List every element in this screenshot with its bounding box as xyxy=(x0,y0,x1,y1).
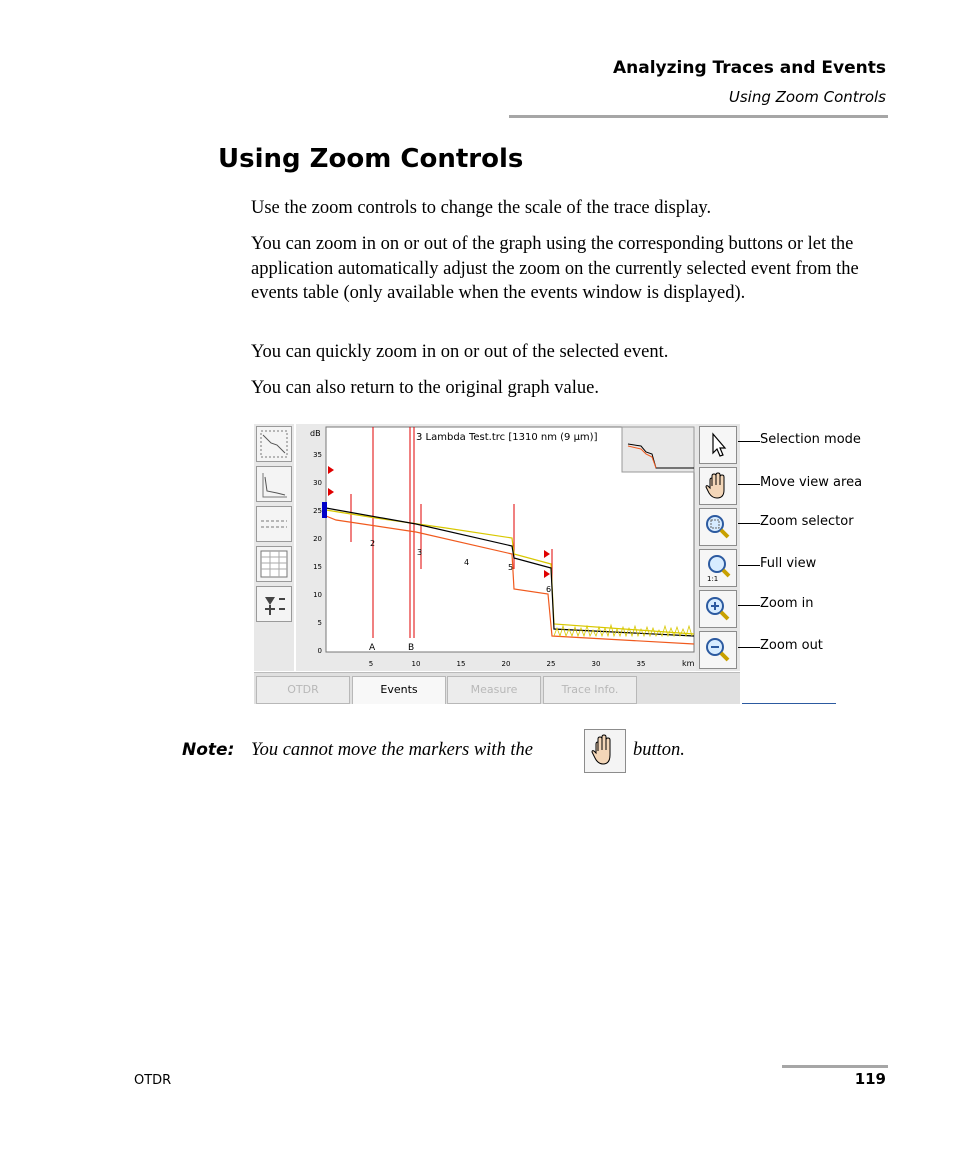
footer-product: OTDR xyxy=(134,1073,172,1088)
callout-zoom-out: Zoom out xyxy=(760,638,823,653)
fiber-link-button[interactable] xyxy=(256,586,292,622)
launch-marker xyxy=(322,502,327,518)
zoom-in-icon xyxy=(700,591,736,627)
footer-rule xyxy=(782,1065,888,1068)
graph-view-icon xyxy=(257,427,291,461)
note-text-after: button. xyxy=(633,740,685,760)
x-tick-label: 10 xyxy=(411,660,421,668)
events-view-icon xyxy=(257,507,291,541)
full-view-badge: 1:1 xyxy=(707,575,719,583)
selection-mode-button[interactable] xyxy=(699,426,737,464)
otdr-screenshot xyxy=(254,424,740,704)
event-label-6: 6 xyxy=(546,585,552,594)
graph-view-button[interactable] xyxy=(256,426,292,462)
event-label-4: 4 xyxy=(464,558,470,567)
y-tick-label: 30 xyxy=(313,479,322,487)
y-tick-label: 25 xyxy=(313,507,322,515)
y-tick-label: 10 xyxy=(313,591,322,599)
trace-graph-svg xyxy=(296,424,696,671)
tab-measure[interactable]: Measure xyxy=(447,676,541,704)
y-tick-label: 15 xyxy=(313,563,322,571)
x-tick-label: 20 xyxy=(501,660,511,668)
figure-underline xyxy=(742,703,836,704)
marker-b-label: B xyxy=(408,643,415,653)
x-tick-label: 30 xyxy=(591,660,601,668)
x-tick-label: 25 xyxy=(546,660,556,668)
running-header-chapter: Analyzing Traces and Events xyxy=(612,58,886,78)
table-view-button[interactable] xyxy=(256,546,292,582)
full-view-button[interactable] xyxy=(699,549,737,587)
note-text: You cannot move the markers with the xyxy=(251,740,533,760)
y-tick-label: 0 xyxy=(317,647,322,655)
paragraph-2: You can zoom in on or out of the graph using the corresponding buttons or let the application automatically adjust the zoom on the currently selected event from the events table (only available when the events window is displayed). xyxy=(251,234,859,303)
y-tick-label: 5 xyxy=(317,619,322,627)
y-axis xyxy=(313,451,322,655)
trace-view-button[interactable] xyxy=(256,466,292,502)
graph-title: 3 Lambda Test.trc [1310 nm (9 µm)] xyxy=(416,432,598,443)
x-tick-label: 5 xyxy=(368,660,374,668)
overview-thumbnail xyxy=(622,427,694,472)
event-label-5: 5 xyxy=(508,563,514,572)
paragraph-3: You can quickly zoom in on or out of the selected event. xyxy=(251,342,669,362)
x-axis xyxy=(369,660,646,668)
note-label: Note: xyxy=(182,740,235,760)
trace-graph[interactable] xyxy=(296,424,696,671)
events-view-button[interactable] xyxy=(256,506,292,542)
callout-move-view-area: Move view area xyxy=(760,475,863,490)
callout-zoom-in: Zoom in xyxy=(760,596,814,611)
full-view-icon xyxy=(700,550,736,586)
table-view-icon xyxy=(257,547,291,581)
right-toolbar xyxy=(696,424,740,671)
tab-trace-info[interactable]: Trace Info. xyxy=(543,676,637,704)
pointer-icon xyxy=(700,427,736,463)
tab-bar xyxy=(254,672,740,704)
y-unit: dB xyxy=(310,429,321,438)
marker-a-label: A xyxy=(369,643,376,653)
hand-icon xyxy=(700,468,736,504)
zoom-out-button[interactable] xyxy=(699,631,737,669)
callout-zoom-selector: Zoom selector xyxy=(760,514,854,529)
note-hand-button xyxy=(584,729,626,773)
zoom-selector-icon xyxy=(700,509,736,545)
x-tick-label: 35 xyxy=(636,660,646,668)
x-unit: km xyxy=(682,659,695,668)
header-rule xyxy=(509,115,888,118)
fiber-link-icon xyxy=(257,587,291,621)
tab-events[interactable]: Events xyxy=(352,676,446,704)
hand-icon xyxy=(585,730,625,772)
move-view-area-button[interactable] xyxy=(699,467,737,505)
left-toolbar xyxy=(254,424,294,671)
running-header-section: Using Zoom Controls xyxy=(728,88,886,106)
zoom-in-button[interactable] xyxy=(699,590,737,628)
callout-full-view: Full view xyxy=(760,556,817,571)
y-tick-label: 35 xyxy=(313,451,322,459)
paragraph-4: You can also return to the original graph value. xyxy=(251,378,599,398)
tab-otdr[interactable]: OTDR xyxy=(256,676,350,704)
y-tick-label: 20 xyxy=(313,535,322,543)
x-tick-label: 15 xyxy=(456,660,466,668)
paragraph-1: Use the zoom controls to change the scale of the trace display. xyxy=(251,198,712,218)
callout-selection-mode: Selection mode xyxy=(760,432,861,447)
zoom-selector-button[interactable] xyxy=(699,508,737,546)
page-number: 119 xyxy=(854,1070,886,1088)
zoom-out-icon xyxy=(700,632,736,668)
event-label-3: 3 xyxy=(417,548,423,557)
trace-view-icon xyxy=(257,467,291,501)
event-label-2: 2 xyxy=(370,539,376,548)
section-title: Using Zoom Controls xyxy=(218,144,524,174)
